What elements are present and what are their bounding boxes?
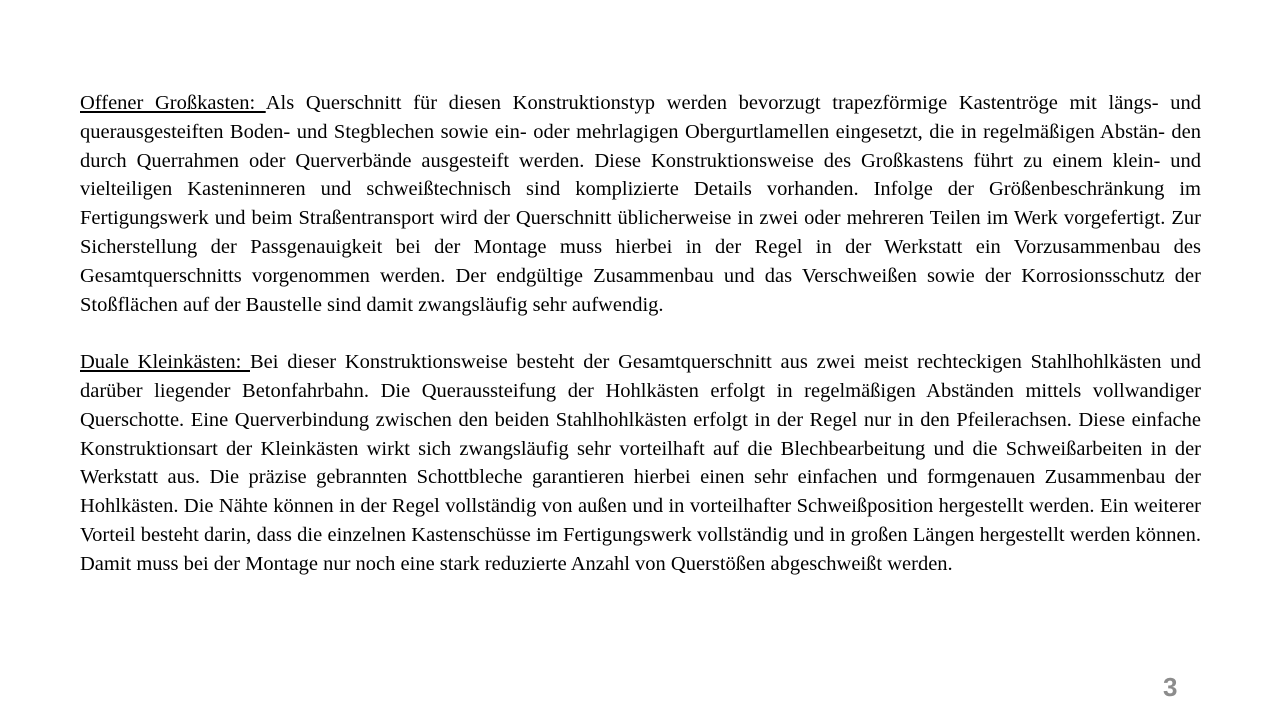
- paragraph-duale-kleinkaesten: [80, 348, 1201, 578]
- paragraph-offener-grosskasten: [80, 89, 1201, 319]
- paragraph-heading-duale-kleinkaesten: Duale Kleinkästen:: [80, 351, 250, 374]
- paragraph-heading-offener-grosskasten: Offener Großkasten:: [80, 92, 266, 114]
- paragraph-text-offener-grosskasten: Als Querschnitt für diesen Konstruktionstyp werden bevorzugt trapezförmige Kastentröge mit längs- und querausgesteiften Boden- und Stegblechen sowie ein- oder mehrlagigen Obergurtlamellen eingesetzt, die in regelmäßigen Abstän- den durch Querrahmen oder Querverbände ausgesteift werden. Diese Konstruktionsweise des Großkastens führt zu einem klein- und vielteiligen Kasteninneren und schweißtechnisch sind komplizierte Details vorhanden. Infolge der Größenbeschränkung im Fertigungswerk und beim Straßentransport wird der Querschnitt üblicherweise in zwei oder mehreren Teilen im Werk vorgefertigt. Zur Sicherstellung der Passgenauigkeit bei der Montage muss hierbei in der Regel in der Werkstatt ein Vorzusammenbau des Gesamtquerschnitts vorgenommen werden. Der endgültige Zusammenbau und das Verschweißen sowie der Korrosionsschutz der Stoßflächen auf der Baustelle sind damit zwangsläufig sehr aufwendig.: [80, 92, 1201, 316]
- slide-body: [80, 89, 1201, 579]
- page-number: 3: [1163, 672, 1178, 702]
- paragraph-text-duale-kleinkaesten: Bei dieser Konstruktionsweise besteht der Gesamtquerschnitt aus zwei meist rechteckigen Stahlhohlkästen und darüber liegender Betonfahrbahn. Die Queraussteifung der Hohlkästen erfolgt in regelmäßigen Abständen mittels vollwandiger Querschotte. Eine Querverbindung zwischen den beiden Stahlhohlkästen erfolgt in der Regel nur in den Pfeilerachsen. Diese einfache Konstruktionsart der Kleinkästen wirkt sich zwangsläufig sehr vorteilhaft auf die Blechbearbeitung und die Schweißarbeiten in der Werkstatt aus. Die präzise gebrannten Schottbleche garantieren hierbei einen sehr einfachen und formgenauen Zusammenbau der Hohlkästen. Die Nähte können in der Regel vollständig von außen und in vorteilhafter Schweißposition hergestellt werden. Ein weiterer Vorteil besteht darin, dass die einzelnen Kastenschüsse im Fertigungswerk vollständig und in großen Längen hergestellt werden können. Damit muss bei der Montage nur noch eine stark reduzierte Anzahl von Querstößen abgeschweißt werden.: [80, 351, 1201, 575]
